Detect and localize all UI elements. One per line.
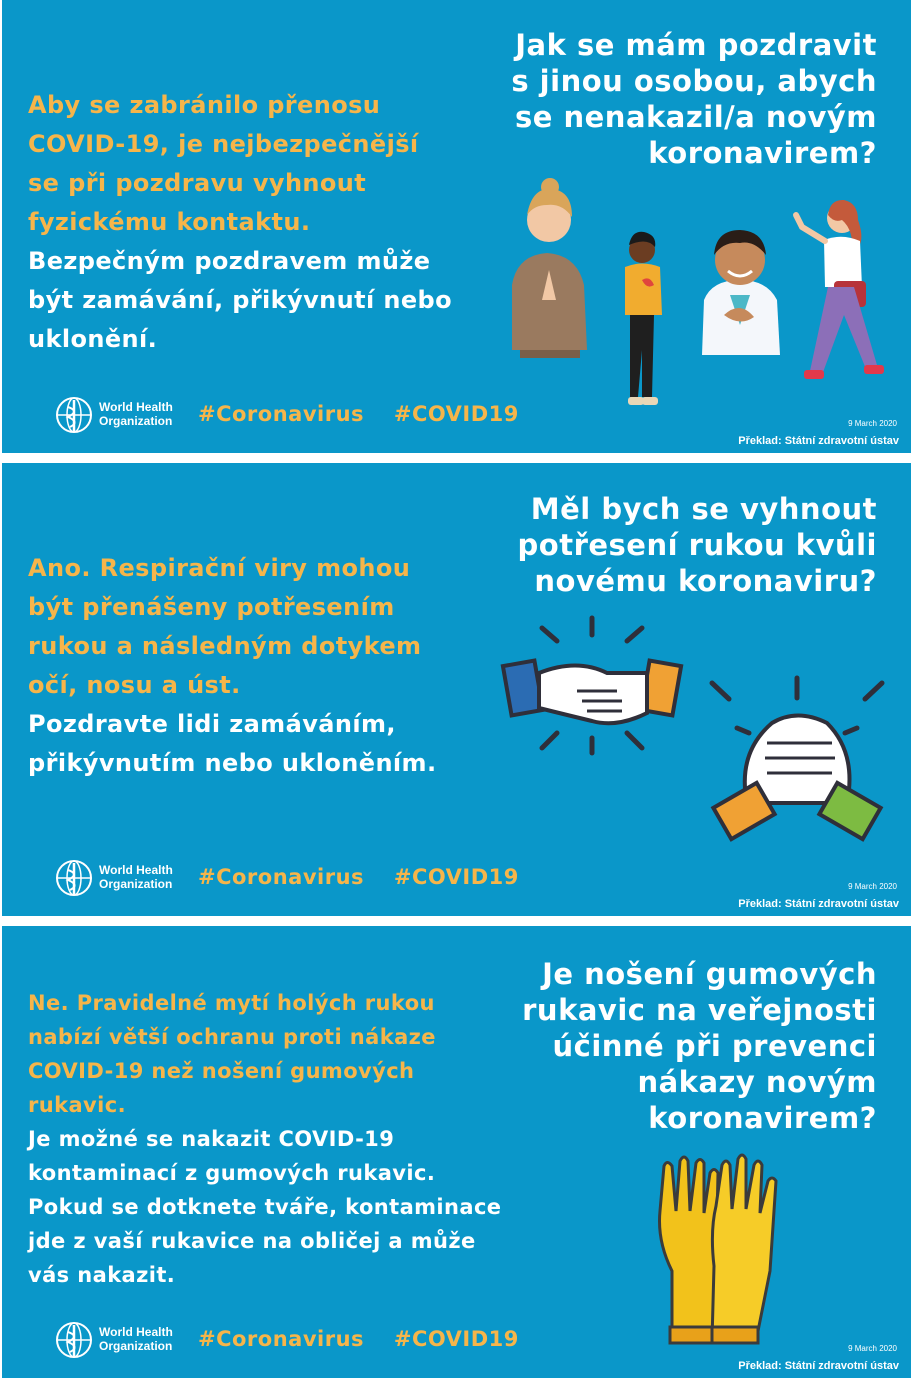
question-line: Jak se mám pozdravit xyxy=(515,28,877,62)
date-label: 9 March 2020 xyxy=(848,419,897,428)
hashtag-coronavirus: #Coronavirus xyxy=(198,865,365,889)
answer-line: vás nakazit. xyxy=(28,1263,176,1287)
date-label: 9 March 2020 xyxy=(848,1344,897,1353)
question-line: Měl bych se vyhnout xyxy=(530,492,877,526)
who-wordmark xyxy=(99,1325,173,1353)
answer-line: Je možné se nakazit COVID-19 xyxy=(28,1127,395,1151)
org-name-line1: World Health xyxy=(99,400,173,414)
rubber-gloves-illustration xyxy=(652,1151,782,1351)
date-label: 9 March 2020 xyxy=(848,882,897,891)
who-emblem-icon xyxy=(54,858,94,898)
answer-line: se při pozdravu vyhnout xyxy=(28,169,367,197)
answer-line: Pokud se dotknete tváře, kontaminace xyxy=(28,1195,502,1219)
people-greeting-illustration xyxy=(492,175,887,420)
question-line: účinné při prevenci xyxy=(552,1029,877,1063)
answer-line: nabízí větší ochranu proti nákaze xyxy=(28,1025,436,1049)
hashtags xyxy=(198,402,519,426)
namaste-woman-figure xyxy=(512,178,587,358)
rubber-glove-icon xyxy=(660,1157,719,1343)
who-emblem-icon xyxy=(54,395,94,435)
question-line: koronavirem? xyxy=(648,136,877,170)
translation-credit: Překlad: Státní zdravotní ústav xyxy=(738,435,899,447)
doctor-figure xyxy=(702,230,780,355)
who-wordmark xyxy=(99,863,173,891)
question-line: se nenakazil/a novým xyxy=(514,100,877,134)
org-name-line1: World Health xyxy=(99,1325,173,1339)
clasped-hands-icon xyxy=(713,716,880,840)
question-line: potřesení rukou kvůli xyxy=(517,528,877,562)
question-heading xyxy=(457,27,877,171)
answer-line: rukavic. xyxy=(28,1093,126,1117)
answer-line: fyzickému kontaktu. xyxy=(28,208,311,236)
rubber-glove-icon xyxy=(712,1155,776,1343)
hashtag-coronavirus: #Coronavirus xyxy=(198,1327,365,1351)
card-gloves xyxy=(2,926,911,1378)
org-name-line1: World Health xyxy=(99,863,173,877)
translation-credit: Překlad: Státní zdravotní ústav xyxy=(738,898,899,910)
answer-line: být zamávání, přikývnutí nebo xyxy=(28,286,452,314)
who-wordmark xyxy=(99,400,173,428)
answer-line: kontaminací z gumových rukavic. xyxy=(28,1161,436,1185)
org-name-line2: Organization xyxy=(99,414,173,428)
hashtag-covid19: #COVID19 xyxy=(393,1327,519,1351)
hashtags xyxy=(198,1327,519,1351)
translation-credit: Překlad: Státní zdravotní ústav xyxy=(738,1360,899,1372)
answer-line: Bezpečným pozdravem může xyxy=(28,247,431,275)
man-hand-on-chest-figure xyxy=(625,232,662,405)
answer-line: COVID-19, je nejbezpečnější xyxy=(28,130,419,158)
org-name-line2: Organization xyxy=(99,1339,173,1353)
answer-line: jde z vaší rukavice na obličej a může xyxy=(28,1229,476,1253)
hashtag-coronavirus: #Coronavirus xyxy=(198,402,365,426)
answer-line: COVID-19 než nošení gumových xyxy=(28,1059,415,1083)
answer-line: Ne. Pravidelné mytí holých rukou xyxy=(28,991,435,1015)
who-emblem-icon xyxy=(54,1320,94,1360)
answer-line: přikývnutím nebo ukloněním. xyxy=(28,749,437,777)
answer-text xyxy=(28,86,488,359)
card-handshake xyxy=(2,463,911,916)
answer-line: rukou a následným dotykem xyxy=(28,632,422,660)
answer-line: očí, nosu a úst. xyxy=(28,671,241,699)
card-greeting xyxy=(2,0,911,453)
question-line: Je nošení gumových xyxy=(542,957,877,991)
question-heading xyxy=(518,491,877,599)
answer-line: uklonění. xyxy=(28,325,158,353)
handshake-illustration xyxy=(497,603,892,853)
handshake-icon xyxy=(503,661,681,724)
hashtags xyxy=(198,865,519,889)
question-line: s jinou osobou, abych xyxy=(511,64,877,98)
question-line: nákazy novým xyxy=(637,1065,877,1099)
answer-text xyxy=(28,986,528,1292)
answer-line: být přenášeny potřesením xyxy=(28,593,395,621)
question-line: koronavirem? xyxy=(648,1101,877,1135)
question-line: rukavic na veřejnosti xyxy=(522,993,877,1027)
hashtag-covid19: #COVID19 xyxy=(393,402,519,426)
question-heading xyxy=(477,956,877,1136)
org-name-line2: Organization xyxy=(99,877,173,891)
answer-line: Pozdravte lidi zamáváním, xyxy=(28,710,396,738)
hashtag-covid19: #COVID19 xyxy=(393,865,519,889)
answer-text xyxy=(28,549,468,783)
waving-woman-figure xyxy=(796,200,884,379)
question-line: novému koronaviru? xyxy=(534,564,877,598)
answer-line: Aby se zabránilo přenosu xyxy=(28,91,381,119)
answer-line: Ano. Respirační viry mohou xyxy=(28,554,411,582)
